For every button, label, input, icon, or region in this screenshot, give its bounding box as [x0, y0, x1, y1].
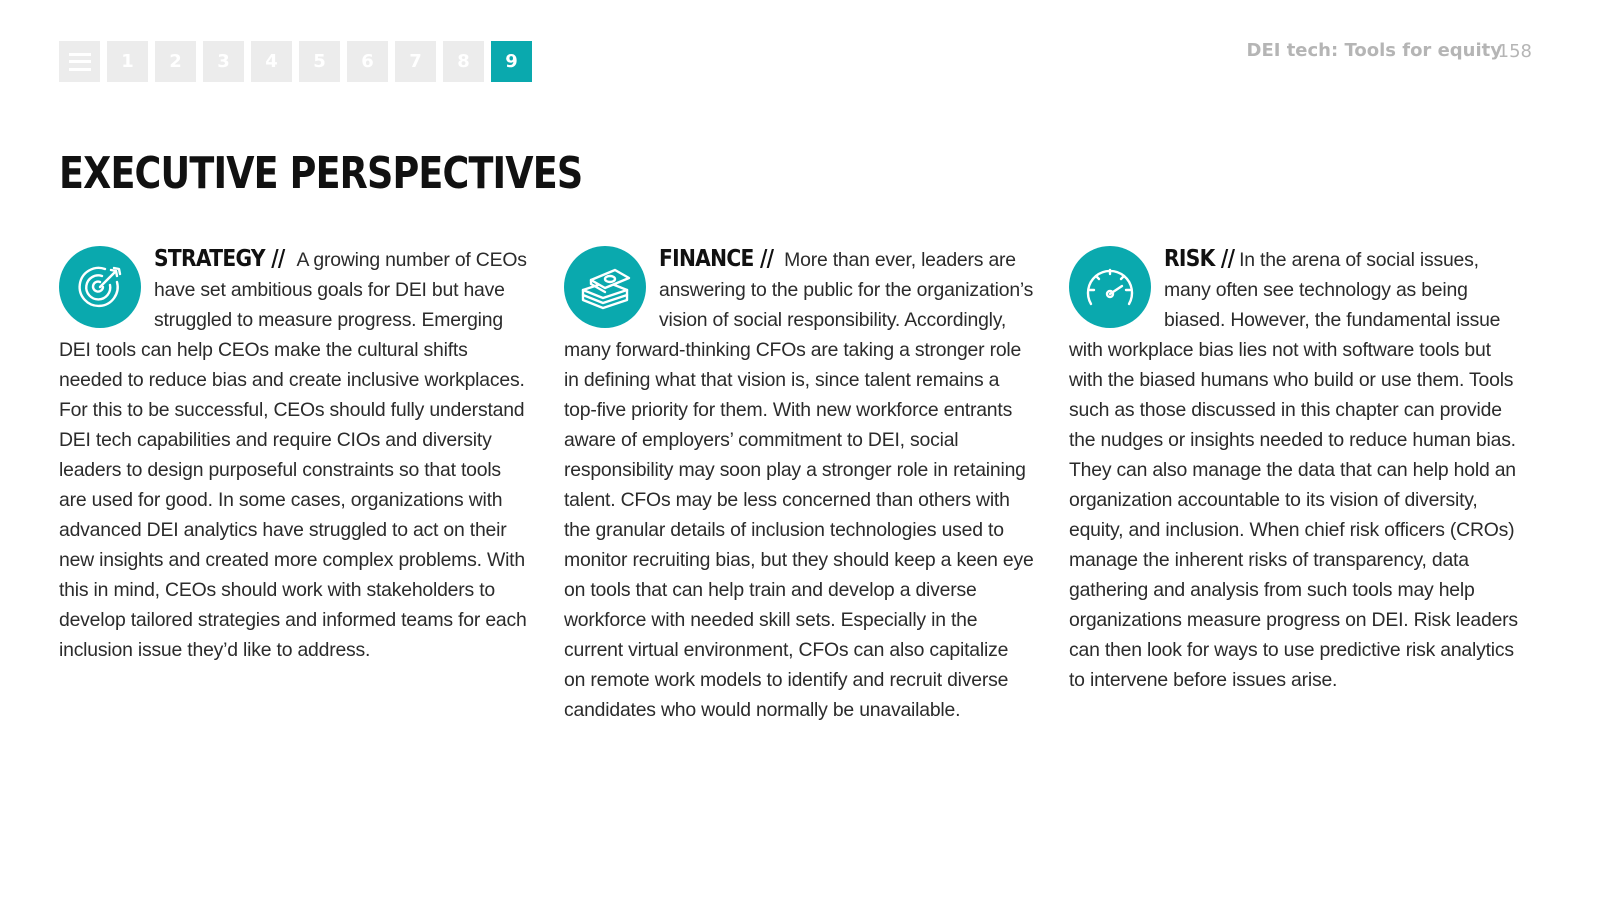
strategy-column [59, 244, 529, 665]
page-title: EXECUTIVE PERSPECTIVES [59, 148, 583, 199]
finance-lead: FINANCE // [659, 246, 774, 272]
hamburger-menu-icon [69, 53, 91, 71]
page-button-8[interactable]: 8 [443, 41, 484, 82]
page-button-4[interactable]: 4 [251, 41, 292, 82]
page-button-7[interactable]: 7 [395, 41, 436, 82]
risk-lead: RISK // [1164, 246, 1235, 272]
page-button-9-active[interactable]: 9 [491, 41, 532, 82]
page-button-5[interactable]: 5 [299, 41, 340, 82]
page-button-6[interactable]: 6 [347, 41, 388, 82]
page-button-1[interactable]: 1 [107, 41, 148, 82]
document-title: DEI tech: Tools for equity [1246, 40, 1502, 61]
strategy-text: A growing number of CEOs have set ambitious goals for DEI but have struggled to measure progress. Emerging DEI tools can help CEOs make the cultural shifts needed to reduce bias and create inclusive workplaces. For this to be successful, CEOs should fully understand DEI tech capabilities and require CIOs and diversity leaders to design purposeful constraints so that tools are used for good. In some cases, organizations with advanced DEI analytics have struggled to act on their new insights and created more complex problems. With this in mind, CEOs should work with stakeholders to develop tailored strategies and informed teams for each inclusion issue they’d like to address. [59, 249, 527, 661]
page-button-2[interactable]: 2 [155, 41, 196, 82]
page-navigation [59, 41, 539, 82]
speedometer-icon [1069, 246, 1151, 328]
page-button-3[interactable]: 3 [203, 41, 244, 82]
risk-text: In the arena of social issues, many often see technology as being biased. However, the fundamental issue with workplace bias lies not with software tools but with the biased humans who build or use them. Tools such as those discussed in this chapter can provide the nudges or insights needed to reduce human bias. They can also manage the data that can help hold an organization accountable to its vision of diversity, equity, and inclusion. When chief risk officers (CROs) manage the inherent risks of transparency, data gathering and analysis from such tools may help organizations measure progress on DEI. Risk leaders can then look for ways to use predictive risk analytics to intervene before issues arise. [1069, 249, 1518, 691]
strategy-lead: STRATEGY // [154, 246, 285, 272]
finance-text: More than ever, leaders are answering to the public for the organization’s vision of social responsibility. Accordingly, many forward-thinking CFOs are taking a stronger role in defining what that vision is, since talent remains a top-five priority for them. With new workforce entrants aware of employers’ commitment to DEI, social responsibility may soon play a stronger role in retaining talent. CFOs may be less concerned than others with the granular details of inclusion technologies used to monitor recruiting bias, but they should keep a keen eye on tools that can help train and develop a diverse workforce with needed skill sets. Especially in the current virtual environment, CFOs can also capitalize on remote work models to identify and recruit diverse candidates who would normally be unavailable. [564, 249, 1034, 721]
finance-column [564, 244, 1034, 725]
menu-button[interactable] [59, 41, 100, 82]
money-stack-icon [564, 246, 646, 328]
page-number: 158 [1497, 41, 1532, 62]
risk-column [1069, 244, 1529, 695]
target-arrow-icon [59, 246, 141, 328]
